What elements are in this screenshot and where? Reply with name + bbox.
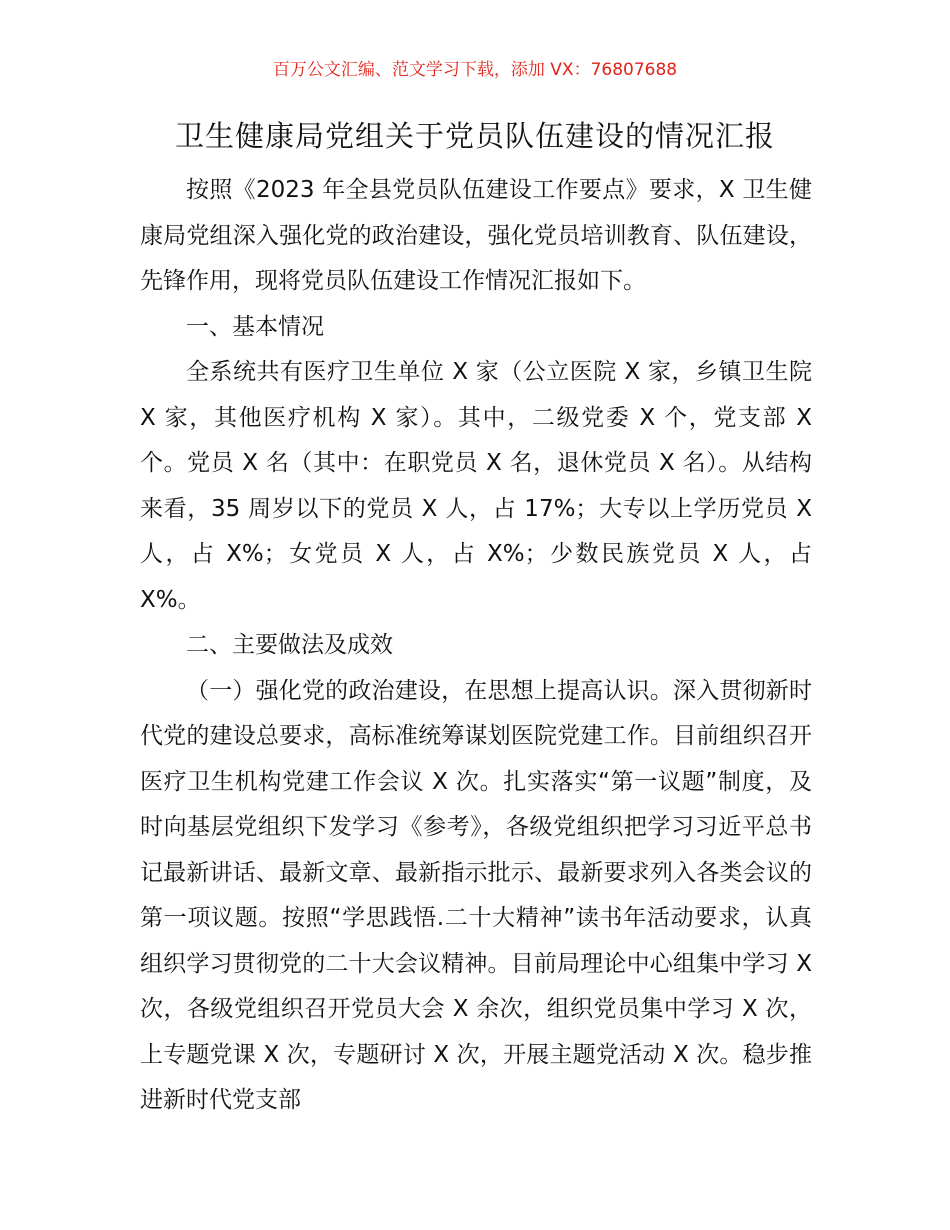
- watermark-text: 百万公文汇编、范文学习下载，添加 VX：76807688: [272, 60, 678, 80]
- political-building-paragraph: （一）强化党的政治建设，在思想上提高认识。深入贯彻新时代党的建设总要求，高标准统筹谋划医院党建工作。目前组织召开医疗卫生机构党建工作会议 X 次。扎实落实“第一议题”制度，及时向基层党组织下发学习《参考》，各级党组织把学习习近平总书记最新讲话、最新文章、最新指示批示、最新要求列入各类会议的第一项议题。按照“学思践悟.二十大精神”读书年活动要求，认真组织学习贯彻党的二十大会议精神。目前局理论中心组集中学习 X 次，各级党组织召开党员大会 X 余次，组织党员集中学习 X 次，上专题党课 X 次，专题研讨 X 次，开展主题党活动 X 次。稳步推进新时代党支部: [140, 677, 812, 1113]
- document-title: 卫生健康局党组关于党员队伍建设的情况汇报: [174, 119, 775, 153]
- section-heading-basic-situation: 一、基本情况: [186, 313, 324, 340]
- basic-situation-paragraph: 全系统共有医疗卫生单位 X 家（公立医院 X 家，乡镇卫生院 X 家，其他医疗机构 X 家）。其中，二级党委 X 个，党支部 X 个。党员 X 名（其中：在职党员 X 名，退休党员 X 名）。从结构来看，35 周岁以下的党员 X 人，占 17%；大专以上学历党员 X 人，占 X%；女党员 X 人，占 X%；少数民族党员 X 人，占 X%。: [140, 359, 812, 613]
- section-heading-main-practices: 二、主要做法及成效: [186, 632, 393, 658]
- document-body: [140, 168, 812, 1124]
- intro-paragraph: 按照《2023 年全县党员队伍建设工作要点》要求，X 卫生健康局党组深入强化党的政治建设，强化党员培训教育、队伍建设，先锋作用，现将党员队伍建设工作情况汇报如下。: [140, 177, 812, 294]
